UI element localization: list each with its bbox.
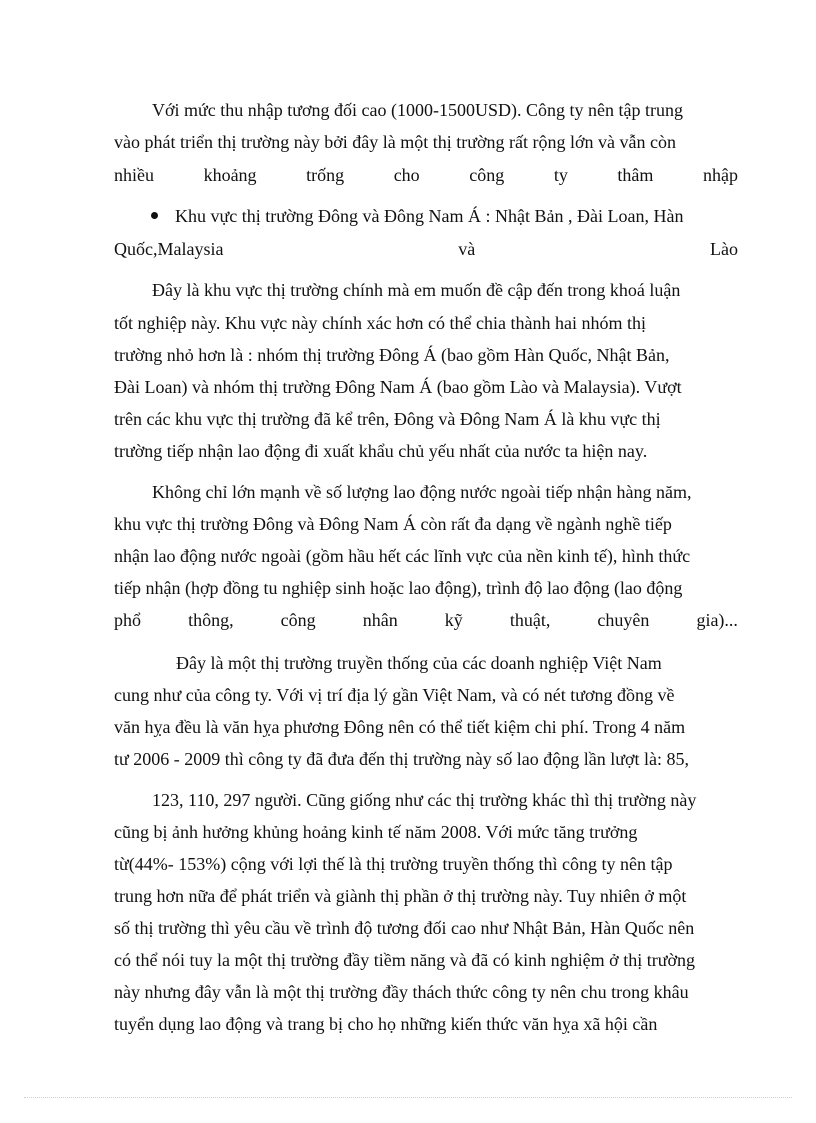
text-line: trường tiếp nhận lao động đi xuất khẩu chủ yếu nhất của nước ta hiện nay. [114, 441, 648, 461]
word: khoảng [203, 165, 257, 185]
text-line: số thị trường thì yêu cầu về trình độ tương đối cao như Nhật Bản, Hàn Quốc nên [114, 918, 695, 938]
text-line: Không chỉ lớn mạnh về số lượng lao động nước ngoài tiếp nhận hàng năm, [152, 482, 692, 502]
text-line: khu vực thị trường Đông và Đông Nam Á còn rất đa dạng về ngành nghề tiếp [114, 514, 672, 534]
word: gia)... [696, 610, 738, 630]
text-line-justified [114, 238, 738, 260]
word: công [280, 610, 316, 630]
page-bottom-divider [24, 1097, 792, 1098]
word: và [458, 239, 476, 259]
word: thuật, [509, 610, 551, 630]
text-line-justified [114, 609, 738, 631]
text-line: cung như của công ty. Với vị trí địa lý gần Việt Nam, và có nét tương đồng về [114, 685, 675, 705]
bullet-icon [151, 212, 158, 219]
word: ty [553, 165, 568, 185]
word: Quốc,Malaysia [114, 239, 224, 259]
text-line: này nhưng đây vẫn là một thị trường đầy thách thức công ty nên chu trong khâu [114, 982, 689, 1002]
text-line: văn hỵa đều là văn hỵa phương Đông nên có thể tiết kiệm chi phí. Trong 4 năm [114, 717, 686, 737]
text-line: tiếp nhận (hợp đồng tu nghiệp sinh hoặc lao động), trình độ lao động (lao động [114, 578, 683, 598]
word: trống [306, 165, 345, 185]
text-line: có thể nói tuy la một thị trường đầy tiềm năng và đã có kinh nghiệm ở thị trường [114, 950, 695, 970]
word: chuyên [597, 610, 650, 630]
text-line: Với mức thu nhập tương đối cao (1000-1500USD). Công ty nên tập trung [152, 100, 683, 120]
bullet-item-text: Khu vực thị trường Đông và Đông Nam Á : Nhật Bản , Đài Loan, Hàn [175, 206, 684, 226]
text-line: Đây là khu vực thị trường chính mà em muốn đề cập đến trong khoá luận [152, 280, 681, 300]
text-line: trung hơn nữa để phát triển và giành thị phần ở thị trường này. Tuy nhiên ở một [114, 886, 687, 906]
word: thông, [188, 610, 234, 630]
text-line: tốt nghiệp này. Khu vực này chính xác hơn có thể chia thành hai nhóm thị [114, 313, 646, 333]
word: cho [393, 165, 420, 185]
word: công [469, 165, 505, 185]
word: nhập [702, 165, 738, 185]
word: kỹ [444, 610, 463, 630]
word: thâm [617, 165, 654, 185]
text-line: nhận lao động nước ngoài (gồm hầu hết các lĩnh vực của nền kinh tế), hình thức [114, 546, 691, 566]
text-line: trường nhỏ hơn là : nhóm thị trường Đông Á (bao gồm Hàn Quốc, Nhật Bản, [114, 345, 670, 365]
text-line: vào phát triển thị trường này bởi đây là một thị trường rất rộng lớn và vẫn còn [114, 132, 676, 152]
text-line: Đây là một thị trường truyền thống của các doanh nghiệp Việt Nam [176, 653, 662, 673]
text-line-justified [114, 164, 738, 186]
text-line: từ(44%- 153%) cộng với lợi thế là thị trường truyền thống thì công ty nên tập [114, 854, 673, 874]
word: nhiều [114, 165, 154, 185]
word: nhân [362, 610, 398, 630]
text-line: Đài Loan) và nhóm thị trường Đông Nam Á (bao gồm Lào và Malaysia). Vượt [114, 377, 682, 397]
word: Lào [710, 239, 738, 259]
text-line: 123, 110, 297 người. Cũng giống như các thị trường khác thì thị trường này [152, 790, 697, 810]
text-line: tuyển dụng lao động và trang bị cho họ những kiến thức văn hỵa xã hội cần [114, 1014, 658, 1034]
text-line: cũng bị ảnh hưởng khủng hoảng kinh tế năm 2008. Với mức tăng trưởng [114, 822, 638, 842]
text-line: tư 2006 - 2009 thì công ty đã đưa đến thị trường này số lao động lần lượt là: 85, [114, 749, 689, 769]
word: phổ [114, 610, 141, 630]
text-line: trên các khu vực thị trường đã kể trên, Đông và Đông Nam Á là khu vực thị [114, 409, 661, 429]
